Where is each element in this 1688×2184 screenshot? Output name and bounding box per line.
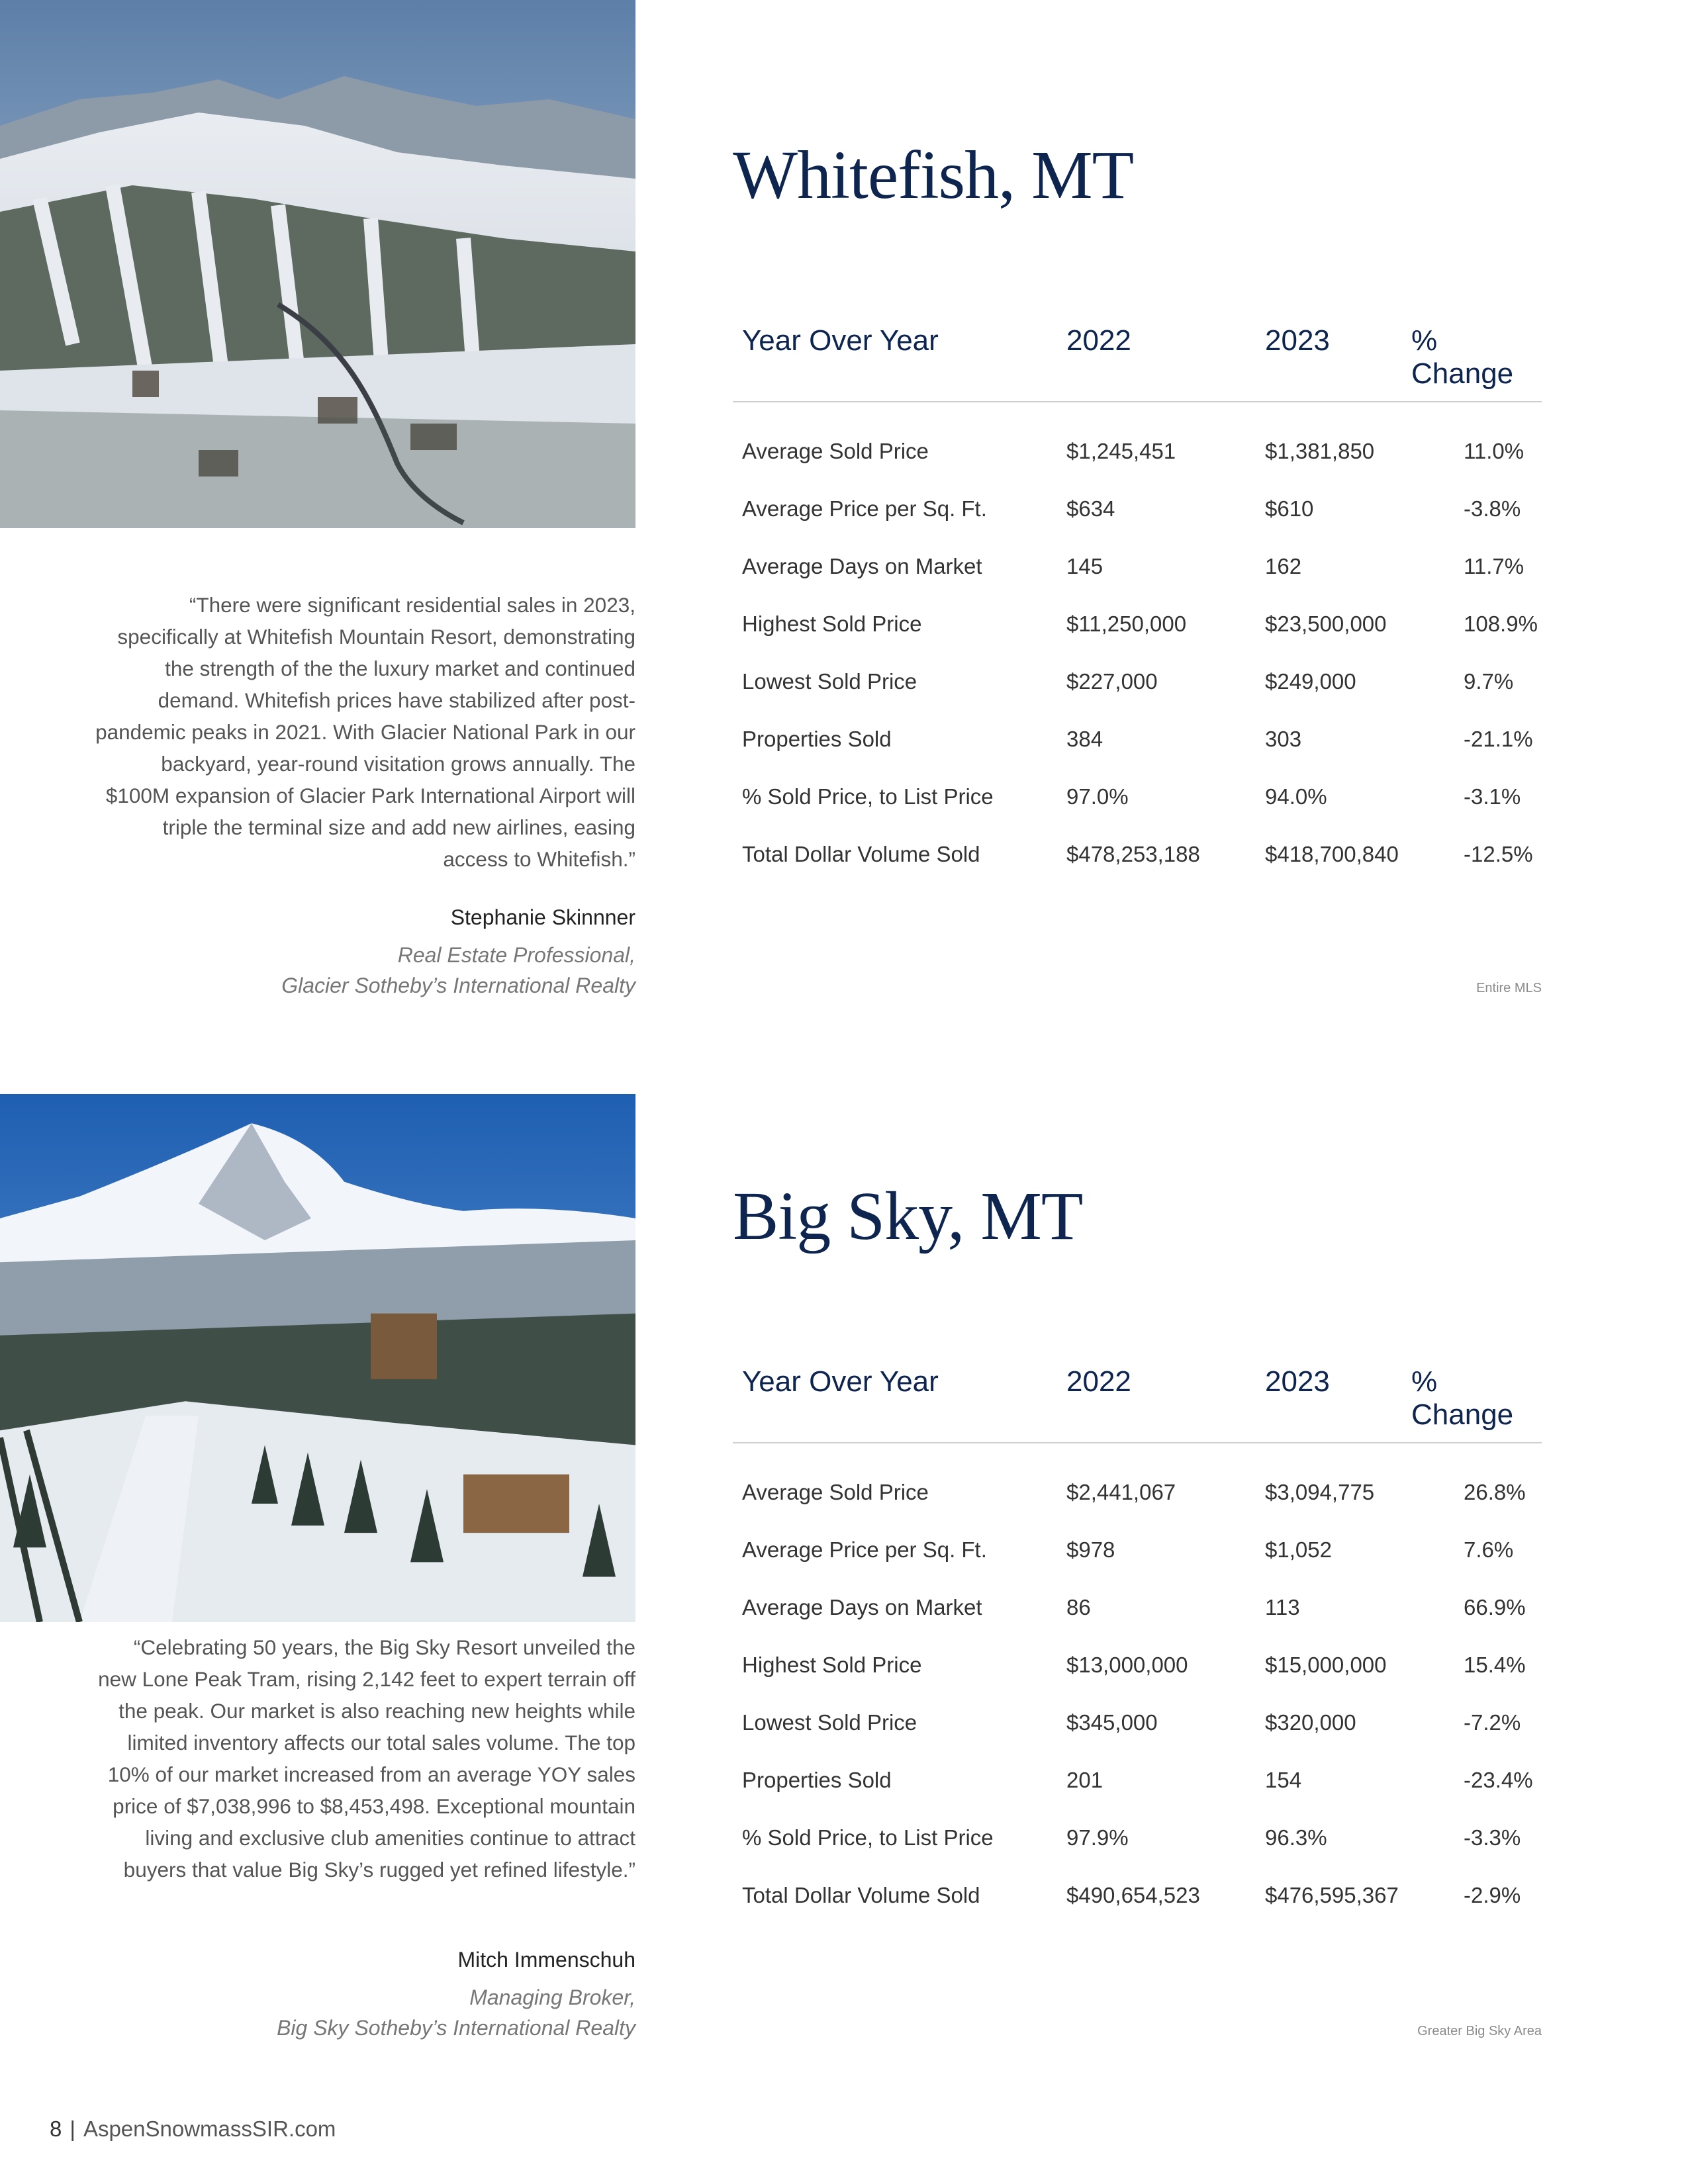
- quote-author: Stephanie Skinnner: [450, 905, 635, 929]
- value-2023: 303: [1265, 727, 1302, 751]
- value-change: 7.6%: [1464, 1537, 1514, 1562]
- table-row: [733, 1694, 1542, 1751]
- table-row: [733, 1636, 1542, 1694]
- value-2023: 154: [1265, 1768, 1302, 1792]
- value-2023: $1,052: [1265, 1537, 1332, 1562]
- value-2023: $320,000: [1265, 1710, 1356, 1735]
- metric-label: Properties Sold: [742, 1768, 892, 1792]
- metric-label: Average Sold Price: [742, 1480, 929, 1504]
- header-2023: 2023: [1265, 1365, 1330, 1398]
- testimonial-quote: “Celebrating 50 years, the Big Sky Resort unveiled the new Lone Peak Tram, rising 2,142 feet to expert terrain off the peak. Our market is also reaching new heights while limited inventory affects our total sales volume. The top 10% of our market increased from an average YOY sales price of $7,038,996 to $8,453,498. Exceptional mountain living and exclusive club amenities continue to attract buyers that value Big Sky’s rugged yet refined lifestyle.”: [98, 1635, 635, 1882]
- table-row: [733, 595, 1542, 653]
- market-stats-table: [733, 1359, 1542, 1924]
- value-2022: 97.0%: [1066, 784, 1129, 809]
- metric-label: % Sold Price, to List Price: [742, 784, 994, 809]
- value-change: 11.0%: [1464, 439, 1524, 463]
- table-row: [733, 1866, 1542, 1924]
- table-row: [733, 1521, 1542, 1578]
- value-change: 26.8%: [1464, 1480, 1526, 1504]
- quote-author: Mitch Immenschuh: [457, 1948, 635, 1972]
- value-2023: 113: [1265, 1595, 1300, 1619]
- metric-label: Highest Sold Price: [742, 612, 922, 636]
- page-footer: [50, 2116, 336, 2142]
- table-row: [733, 768, 1542, 825]
- value-change: -23.4%: [1464, 1768, 1533, 1792]
- footer-website-link[interactable]: AspenSnowmassSIR.com: [83, 2116, 336, 2141]
- table-row: [733, 653, 1542, 710]
- value-change: 15.4%: [1464, 1653, 1526, 1677]
- author-role: Managing Broker,: [469, 1985, 635, 2009]
- value-2023: $15,000,000: [1265, 1653, 1387, 1677]
- metric-label: Average Days on Market: [742, 554, 982, 578]
- value-2022: $11,250,000: [1066, 612, 1187, 636]
- value-2023: $610: [1265, 496, 1314, 521]
- value-change: -3.8%: [1464, 496, 1521, 521]
- metric-label: Lowest Sold Price: [742, 1710, 917, 1735]
- value-2022: $13,000,000: [1066, 1653, 1188, 1677]
- table-body: [733, 402, 1542, 883]
- value-2022: $2,441,067: [1066, 1480, 1176, 1504]
- value-change: 9.7%: [1464, 669, 1514, 694]
- table-body: [733, 1443, 1542, 1924]
- value-change: -12.5%: [1464, 842, 1533, 866]
- value-2023: 162: [1265, 554, 1302, 578]
- value-2022: $227,000: [1066, 669, 1158, 694]
- city-title: Big Sky, MT: [733, 1178, 1083, 1254]
- value-2022: 97.9%: [1066, 1825, 1129, 1850]
- table-row: [733, 1751, 1542, 1809]
- value-2023: $3,094,775: [1265, 1480, 1375, 1504]
- table-row: [733, 537, 1542, 595]
- table-header: [733, 318, 1542, 402]
- whitefish-ski-resort-photo: [0, 0, 635, 528]
- value-2022: $478,253,188: [1066, 842, 1200, 866]
- table-row: [733, 422, 1542, 480]
- table-row: [733, 480, 1542, 537]
- metric-label: Total Dollar Volume Sold: [742, 1883, 980, 1907]
- value-2023: $1,381,850: [1265, 439, 1375, 463]
- table-row: [733, 1463, 1542, 1521]
- header-percent-change: % Change: [1411, 1365, 1514, 1431]
- page-number: 8: [50, 2116, 62, 2141]
- metric-label: Average Price per Sq. Ft.: [742, 1537, 987, 1562]
- testimonial-quote: “There were significant residential sales in 2023, specifically at Whitefish Mountain Resort, demonstrating the strength of the the luxury market and continued demand. Whitefish prices have stabilized after post-pandemic peaks in 2021. With Glacier National Park in our backyard, year-round visitation grows annually. The $100M expansion of Glacier Park International Airport will triple the terminal size and add new airlines, easing access to Whitefish.”: [95, 593, 635, 871]
- value-change: -3.1%: [1464, 784, 1521, 809]
- value-2022: $1,245,451: [1066, 439, 1176, 463]
- header-2023: 2023: [1265, 324, 1330, 357]
- market-stats-table: [733, 318, 1542, 883]
- value-2022: $978: [1066, 1537, 1115, 1562]
- metric-label: Highest Sold Price: [742, 1653, 922, 1677]
- city-title: Whitefish, MT: [733, 137, 1134, 213]
- value-2023: $249,000: [1265, 669, 1356, 694]
- value-2023: $418,700,840: [1265, 842, 1399, 866]
- metric-label: Total Dollar Volume Sold: [742, 842, 980, 866]
- header-2022: 2022: [1066, 324, 1131, 357]
- author-company: Glacier Sotheby’s International Realty: [281, 974, 635, 997]
- value-change: 11.7%: [1464, 554, 1524, 578]
- metric-label: Average Sold Price: [742, 439, 929, 463]
- value-change: 108.9%: [1464, 612, 1538, 636]
- metric-label: % Sold Price, to List Price: [742, 1825, 994, 1850]
- value-change: -21.1%: [1464, 727, 1533, 751]
- header-year-over-year: Year Over Year: [742, 1365, 939, 1398]
- data-source-note: Greater Big Sky Area: [1417, 2024, 1542, 2038]
- value-2023: $476,595,367: [1265, 1883, 1399, 1907]
- value-2022: $490,654,523: [1066, 1883, 1200, 1907]
- value-2022: 86: [1066, 1595, 1091, 1619]
- value-change: -3.3%: [1464, 1825, 1521, 1850]
- value-2023: 94.0%: [1265, 784, 1327, 809]
- table-header: [733, 1359, 1542, 1443]
- value-2023: $23,500,000: [1265, 612, 1387, 636]
- footer-separator: |: [70, 2116, 75, 2141]
- value-change: 66.9%: [1464, 1595, 1526, 1619]
- value-change: -2.9%: [1464, 1883, 1521, 1907]
- table-row: [733, 825, 1542, 883]
- value-2022: 384: [1066, 727, 1103, 751]
- metric-label: Average Price per Sq. Ft.: [742, 496, 987, 521]
- table-row: [733, 1578, 1542, 1636]
- value-2023: 96.3%: [1265, 1825, 1327, 1850]
- value-2022: $634: [1066, 496, 1115, 521]
- header-percent-change: % Change: [1411, 324, 1514, 390]
- metric-label: Average Days on Market: [742, 1595, 982, 1619]
- metric-label: Lowest Sold Price: [742, 669, 917, 694]
- value-2022: $345,000: [1066, 1710, 1158, 1735]
- value-2022: 201: [1066, 1768, 1103, 1792]
- header-2022: 2022: [1066, 1365, 1131, 1398]
- data-source-note: Entire MLS: [1476, 981, 1542, 995]
- value-change: -7.2%: [1464, 1710, 1521, 1735]
- table-row: [733, 710, 1542, 768]
- metric-label: Properties Sold: [742, 727, 892, 751]
- header-year-over-year: Year Over Year: [742, 324, 939, 357]
- author-company: Big Sky Sotheby’s International Realty: [277, 2016, 635, 2040]
- table-row: [733, 1809, 1542, 1866]
- author-role: Real Estate Professional,: [397, 943, 635, 967]
- value-2022: 145: [1066, 554, 1103, 578]
- big-sky-mountain-photo: [0, 1094, 635, 1622]
